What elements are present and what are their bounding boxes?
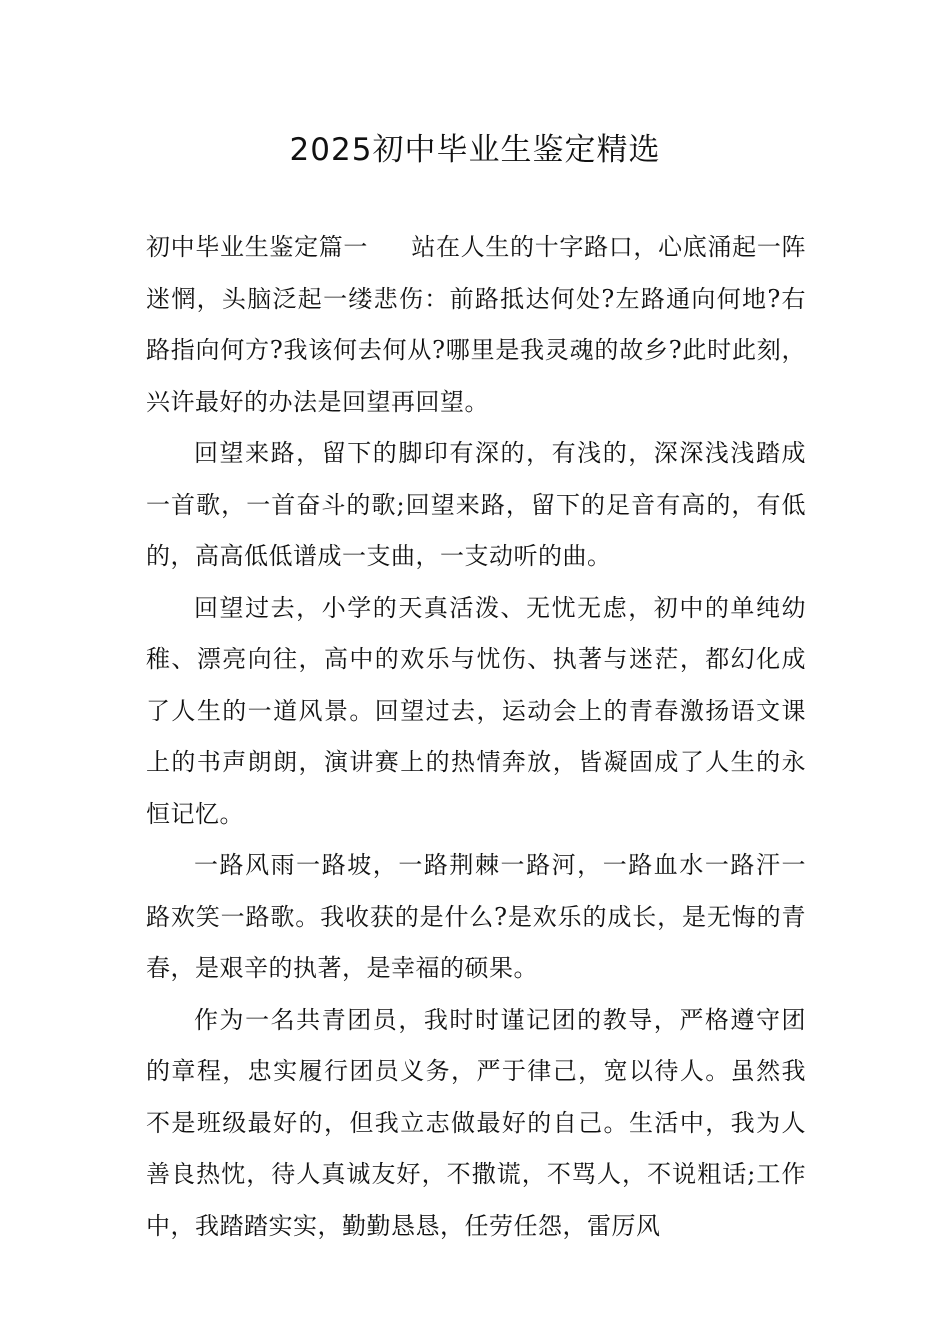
paragraph-4: 一路风雨一路坡，一路荆棘一路河，一路血水一路汗一路欢笑一路歌。我收获的是什么?是欢乐的成长，是无悔的青春，是艰辛的执著，是幸福的硕果。 bbox=[146, 851, 806, 982]
paragraph-5: 作为一名共青团员，我时时谨记团的教导，严格遵守团的章程，忠实履行团员义务，严于律己，宽以待人。虽然我不是班级最好的，但我立志做最好的自己。生活中，我为人善良热忱，待人真诚友好，不撒谎，不骂人，不说粗话;工作中，我踏踏实实，勤勤恳恳，任劳任怨，雷厉风 bbox=[146, 1005, 806, 1240]
paragraph-3: 回望过去，小学的天真活泼、无忧无虑，初中的单纯幼稚、漂亮向往，高中的欢乐与忧伤、执著与迷茫，都幻化成了人生的一道风景。回望过去，运动会上的青春激扬语文课上的书声朗朗，演讲赛上的热情奔放，皆凝固成了人生的永恒记忆。 bbox=[146, 593, 806, 828]
section-heading: 初中毕业生鉴定篇一 bbox=[146, 233, 369, 261]
paragraph-2: 回望来路，留下的脚印有深的，有浅的，深深浅浅踏成一首歌，一首奋斗的歌;回望来路，留下的足音有高的，有低的，高高低低谱成一支曲，一支动听的曲。 bbox=[146, 439, 806, 570]
document-title: 2025初中毕业生鉴定精选 bbox=[289, 132, 661, 168]
document-body bbox=[146, 222, 806, 1252]
paragraph-1-text: 站在人生的十字路口，心底涌起一阵迷惘，头脑泛起一缕悲伤：前路抵达何处?左路通向何地?右路指向何方?我该何去何从?哪里是我灵魂的故乡?此时此刻，兴许最好的办法是回望再回望。 bbox=[146, 233, 807, 416]
paragraph-1 bbox=[146, 222, 806, 428]
